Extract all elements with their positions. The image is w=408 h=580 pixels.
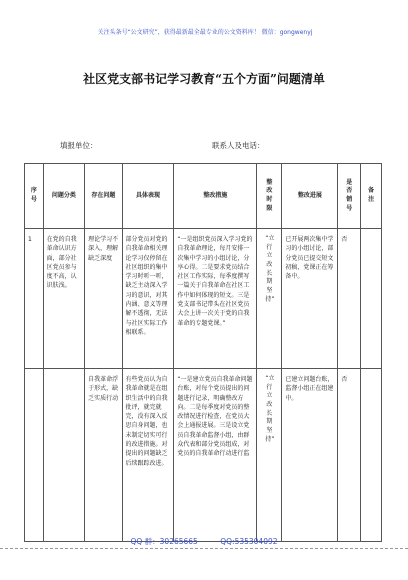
document-title: 社区党支部书记学习教育“五个方面”问题清单: [83, 72, 325, 86]
cell-closed: 否: [338, 229, 361, 369]
table-row: [25, 229, 382, 369]
cell-category: 在党的自我革命认识方面，部分社区党员参与度不高，认识肤浅。: [43, 229, 85, 369]
cell-seq: 1: [25, 229, 44, 369]
header-measures: 整改措施: [174, 164, 257, 229]
table-header-row: [25, 164, 382, 229]
cell-deadline: “立行立改长期坚持”: [257, 369, 282, 542]
header-manifestation: 具体表现: [122, 164, 174, 229]
top-banner: 关注头条号“公文研究”，获得最新最全最专业的公文资料库！ 微信：gongwenyj: [97, 29, 313, 36]
footer: [0, 536, 408, 547]
cell-category: [43, 369, 85, 542]
cell-closed: 否: [338, 369, 361, 542]
contact-label: 联系人及电话：: [212, 141, 265, 150]
cell-measures: “一是建立党员自我革命问题台账，对每个党员提出的问题进行记录，明确整改方向。二是每季度对党员的整改情况进行检查，在党员大会上通报进展。三是设立党员自我革命监督小组，由群众代表和部分党员组成，对党员的自我革命行动进行监: [174, 369, 257, 542]
header-remark: 备注: [361, 164, 382, 229]
cell-progress: 已开展两次集中学习的小组讨论，部分党员已提交短文初稿，党课正在筹备中。: [282, 229, 338, 369]
cell-remark: [361, 229, 382, 369]
cell-manifestation: 有些党员认为自我革命就是在组织生活中的自我批评，就完就完，没有深入反思自身问题，也未制定切实可行的改进措施。对提出的问题缺乏后续跟踪改进。: [122, 369, 174, 542]
header-category: 问题分类: [43, 164, 85, 229]
issue-table: [24, 163, 382, 542]
footer-divider: [0, 548, 408, 550]
footer-qq: QQ:535304092: [220, 537, 278, 546]
cell-deadline: “立行立改长期坚持”: [257, 229, 282, 369]
footer-qq-group: QQ 群：30265665: [130, 537, 198, 546]
cell-manifestation: 部分党员对党的自我革命相关理论学习仅停留在社区组织的集中学习时听一听，缺乏主动深入学习的意识，对其内涵、意义等理解不透彻，无法与社区实际工作相联系。: [122, 229, 174, 369]
header-seq: 序号: [25, 164, 44, 229]
fill-unit-label: 填报单位：: [60, 141, 98, 150]
header-closed: 是否销号: [338, 164, 361, 229]
cell-seq: [25, 369, 44, 542]
header-problem: 存在问题: [85, 164, 122, 229]
cell-problem: 理论学习不深入，理解缺乏深度: [85, 229, 122, 369]
table-row: [25, 369, 382, 542]
header-progress: 整改进展: [282, 164, 338, 229]
header-deadline: 整改时限: [257, 164, 282, 229]
cell-remark: [361, 369, 382, 542]
cell-progress: 已建立问题台账，监督小组正在组建中。: [282, 369, 338, 542]
cell-problem: 自我革命浮于形式，缺乏实质行动: [85, 369, 122, 542]
cell-measures: “一是组织党员深入学习党的自我革命理论，每月安排一次集中学习的小组讨论，分享心得。二是要求党员结合社区工作实际，每季度撰写一篇关于自我革命在社区工作中如何体现的短文。三是党支部书记带头在社区党员大会上讲一次关于党的自我革命的专题党课。”: [174, 229, 257, 369]
